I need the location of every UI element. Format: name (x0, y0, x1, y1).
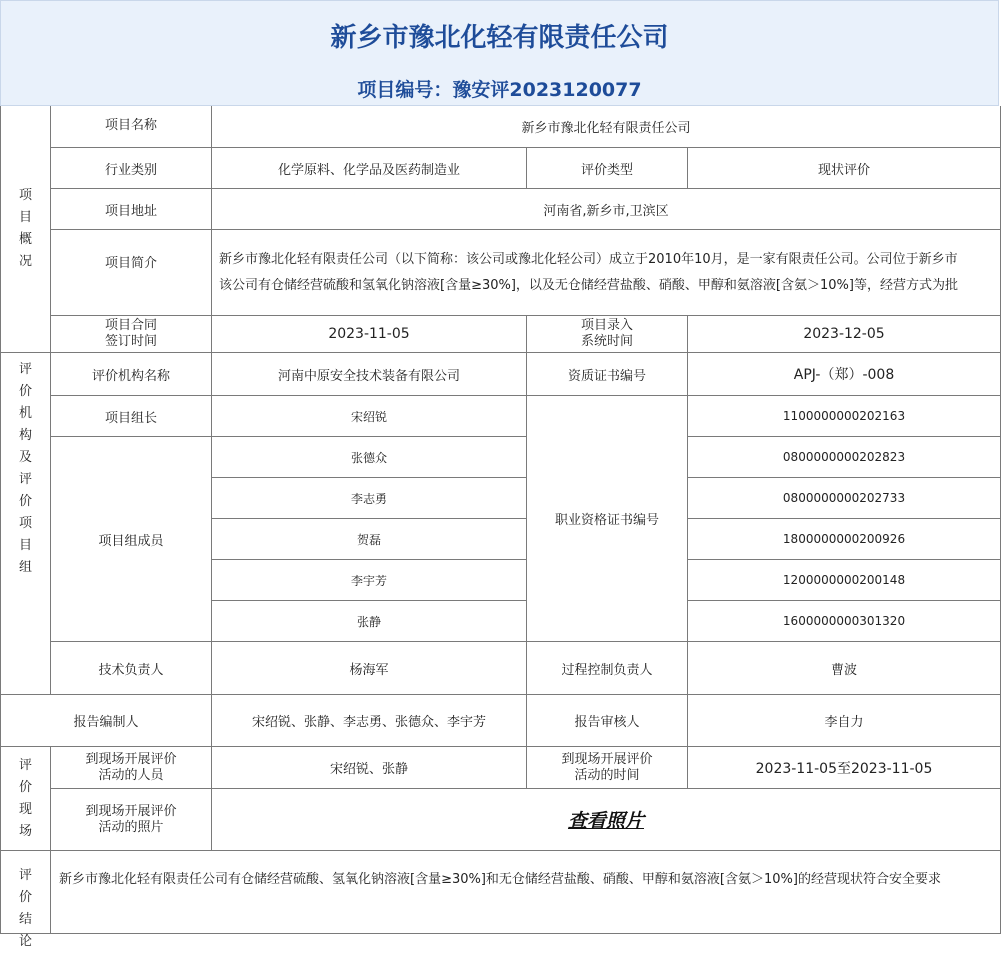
value-site-people: 宋绍锐、张静 (212, 747, 527, 789)
project-info-table (0, 106, 1001, 949)
member-cert: 1600000000301320 (688, 601, 1001, 642)
label-site-people: 到现场开展评价 活动的人员 (51, 747, 212, 789)
page-header (0, 0, 999, 106)
member-name: 张德众 (212, 437, 527, 478)
member-cert: 0800000000202733 (688, 478, 1001, 519)
label-site-time: 到现场开展评价 活动的时间 (527, 747, 688, 789)
summary-line-1: 新乡市豫北化轻有限责任公司（以下简称：该公司或豫北化轻公司）成立于2010年10月，是一家有限责任公司。公司位于新乡市 (219, 251, 958, 267)
label-industry: 行业类别 (51, 148, 212, 189)
value-site-time: 2023-11-05至2023-11-05 (688, 747, 1001, 789)
value-summary (212, 230, 1001, 316)
section-org: 评价机构及评价项目组 (0, 353, 51, 695)
label-contract-date: 项目合同 签订时间 (51, 316, 212, 353)
value-leader-cert: 1100000000202163 (688, 396, 1001, 437)
member-name: 李宇芳 (212, 560, 527, 601)
label-members: 项目组成员 (51, 437, 212, 642)
section-overview: 项目概况 (0, 106, 51, 353)
value-report-writer: 宋绍锐、张静、李志勇、张德众、李宇芳 (212, 695, 527, 747)
label-project-name: 项目名称 (51, 106, 212, 148)
project-code: 项目编号：豫安评2023120077 (357, 79, 642, 101)
label-leader: 项目组长 (51, 396, 212, 437)
view-photos-link[interactable]: 查看照片 (567, 810, 644, 832)
label-qual-cert: 职业资格证书编号 (527, 396, 688, 642)
member-cert: 1800000000200926 (688, 519, 1001, 560)
label-tech-lead: 技术负责人 (51, 642, 212, 695)
value-agency: 河南中原安全技术装备有限公司 (212, 353, 527, 396)
section-conclusion: 评价结论 (0, 851, 51, 934)
label-entry-date: 项目录入 系统时间 (527, 316, 688, 353)
member-name: 李志勇 (212, 478, 527, 519)
value-contract-date: 2023-11-05 (212, 316, 527, 353)
value-entry-date: 2023-12-05 (688, 316, 1001, 353)
summary-line-2: 该公司有仓储经营硫酸和氢氧化钠溶液[含量≥30%]，以及无仓储经营盐酸、硝酸、甲醇和氨溶液[含氨＞10%]等，经营方式为批 (219, 277, 958, 293)
value-report-reviewer: 李自力 (688, 695, 1001, 747)
label-agency: 评价机构名称 (51, 353, 212, 396)
value-leader: 宋绍锐 (212, 396, 527, 437)
member-cert: 1200000000200148 (688, 560, 1001, 601)
label-eval-type: 评价类型 (527, 148, 688, 189)
value-eval-type: 现状评价 (688, 148, 1001, 189)
label-summary: 项目简介 (51, 230, 212, 316)
label-cert-no: 资质证书编号 (527, 353, 688, 396)
company-title: 新乡市豫北化轻有限责任公司 (330, 23, 669, 53)
value-conclusion: 新乡市豫北化轻有限责任公司有仓储经营硫酸、氢氧化钠溶液[含量≥30%]和无仓储经营盐酸、硝酸、甲醇和氨溶液[含氨＞10%]的经营现状符合安全要求 (51, 851, 1001, 934)
member-name: 贺磊 (212, 519, 527, 560)
member-cert: 0800000000202823 (688, 437, 1001, 478)
label-site-photos: 到现场开展评价 活动的照片 (51, 789, 212, 851)
site-photos-cell (212, 789, 1001, 851)
label-report-writer: 报告编制人 (0, 695, 212, 747)
member-name: 张静 (212, 601, 527, 642)
value-project-name: 新乡市豫北化轻有限责任公司 (212, 106, 1001, 148)
value-industry: 化学原料、化学品及医药制造业 (212, 148, 527, 189)
value-cert-no: APJ-（郑）-008 (688, 353, 1001, 396)
value-address: 河南省,新乡市,卫滨区 (212, 189, 1001, 230)
section-site: 评价现场 (0, 747, 51, 851)
value-process-lead: 曹波 (688, 642, 1001, 695)
label-address: 项目地址 (51, 189, 212, 230)
value-tech-lead: 杨海军 (212, 642, 527, 695)
label-report-reviewer: 报告审核人 (527, 695, 688, 747)
label-process-lead: 过程控制负责人 (527, 642, 688, 695)
